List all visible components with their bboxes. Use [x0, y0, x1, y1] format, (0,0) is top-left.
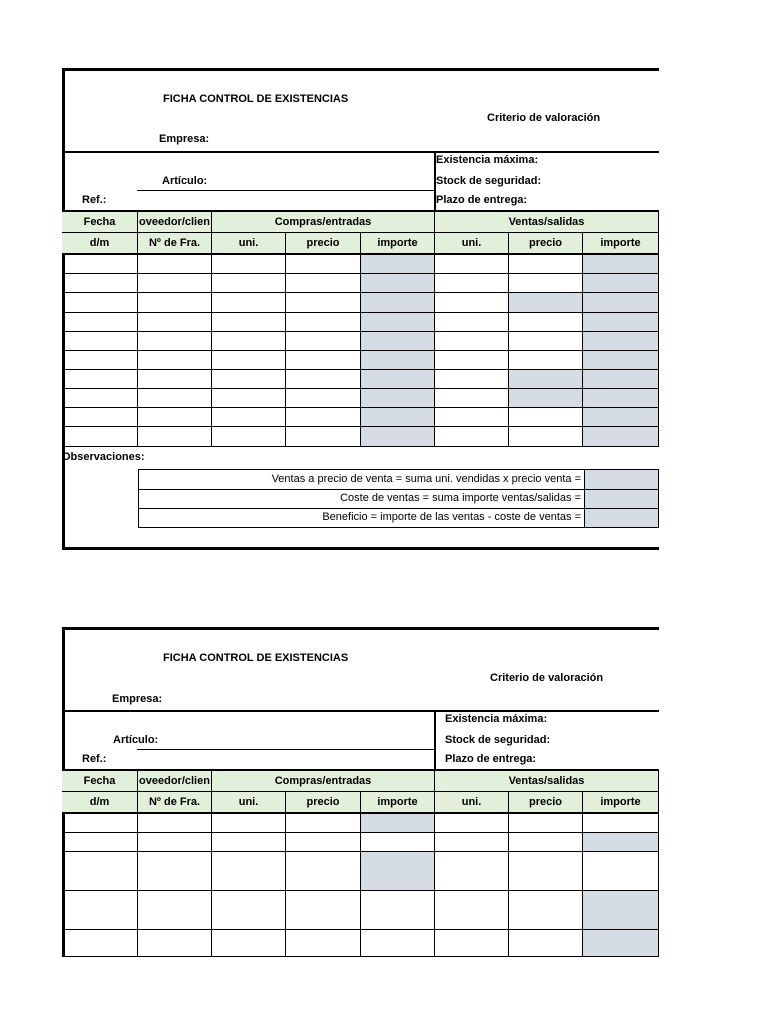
subheader-col-0: d/m: [62, 792, 138, 813]
table-cell[interactable]: [62, 852, 138, 891]
subheader-col-2: uni.: [212, 233, 286, 254]
table-cell[interactable]: [361, 255, 435, 274]
table-cell[interactable]: [138, 293, 212, 313]
max-stock-label: Existencia máxima:: [445, 713, 548, 725]
subheader-col-1: Nº de Fra.: [138, 792, 212, 813]
table-cell[interactable]: [286, 408, 361, 427]
movements-table: [62, 771, 659, 957]
table-cell[interactable]: [138, 370, 212, 389]
table-cell[interactable]: [583, 891, 659, 930]
table-cell[interactable]: [435, 332, 509, 351]
table-cell[interactable]: [435, 833, 509, 852]
table-cell[interactable]: [138, 389, 212, 408]
ref-label: Ref.:: [82, 753, 107, 765]
header-purchases: Compras/entradas: [212, 212, 435, 233]
table-cell[interactable]: [62, 427, 138, 447]
table-cell[interactable]: [583, 930, 659, 957]
table-cell[interactable]: [286, 255, 361, 274]
table-cell[interactable]: [361, 833, 435, 852]
table-cell[interactable]: [212, 930, 286, 957]
table-cell[interactable]: [509, 274, 583, 293]
table-cell[interactable]: [583, 833, 659, 852]
table-cell[interactable]: [435, 930, 509, 957]
table-cell[interactable]: [361, 332, 435, 351]
table-cell[interactable]: [62, 833, 138, 852]
table-cell[interactable]: [435, 370, 509, 389]
table-cell[interactable]: [435, 293, 509, 313]
table-cell[interactable]: [435, 427, 509, 447]
table-cell[interactable]: [286, 814, 361, 833]
table-cell[interactable]: [509, 389, 583, 408]
movements-table: [62, 212, 659, 448]
safety-stock-label: Stock de seguridad:: [445, 734, 551, 746]
header-supplier-client: oveedor/clien: [138, 212, 212, 233]
table-cell[interactable]: [62, 370, 138, 389]
table-cell[interactable]: [435, 313, 509, 332]
table-cell[interactable]: [138, 814, 212, 833]
card-title: FICHA CONTROL DE EXISTENCIAS: [163, 652, 349, 664]
table-cell[interactable]: [435, 408, 509, 427]
table-cell[interactable]: [435, 852, 509, 891]
table-cell[interactable]: [212, 891, 286, 930]
table-cell[interactable]: [509, 313, 583, 332]
table-cell[interactable]: [286, 370, 361, 389]
subheader-col-4: importe: [361, 792, 435, 813]
ref-label: Ref.:: [82, 194, 107, 206]
summary-sales-formula: Ventas a precio de venta = suma uni. vendidas x precio venta =: [139, 470, 585, 490]
stock-control-card-2: [62, 627, 659, 957]
subheader-col-2: uni.: [212, 792, 286, 813]
summary-table: [138, 469, 659, 528]
table-cell[interactable]: [361, 370, 435, 389]
table-cell[interactable]: [361, 408, 435, 427]
table-cell[interactable]: [509, 370, 583, 389]
table-cell[interactable]: [212, 332, 286, 351]
company-label: Empresa:: [112, 693, 163, 705]
table-cell[interactable]: [286, 427, 361, 447]
subheader-col-5: uni.: [435, 792, 509, 813]
subheader-col-3: precio: [286, 792, 361, 813]
table-cell[interactable]: [361, 930, 435, 957]
summary-profit-formula: Beneficio = importe de las ventas - coste de ventas =: [139, 509, 585, 528]
table-cell[interactable]: [583, 814, 659, 833]
subheader-col-0: d/m: [62, 233, 138, 254]
subheader-col-4: importe: [361, 233, 435, 254]
table-cell[interactable]: [509, 833, 583, 852]
table-cell[interactable]: [361, 313, 435, 332]
table-cell[interactable]: [286, 389, 361, 408]
table-cell[interactable]: [62, 351, 138, 370]
table-cell[interactable]: [138, 274, 212, 293]
summary-cost-formula: Coste de ventas = suma importe ventas/salidas =: [139, 490, 585, 509]
table-cell[interactable]: [361, 814, 435, 833]
table-cell[interactable]: [361, 891, 435, 930]
safety-stock-label: Stock de seguridad:: [436, 175, 542, 187]
summary-cost-value[interactable]: [585, 490, 659, 509]
table-cell[interactable]: [361, 293, 435, 313]
table-cell[interactable]: [583, 852, 659, 891]
table-cell[interactable]: [509, 351, 583, 370]
table-cell[interactable]: [212, 427, 286, 447]
table-cell[interactable]: [138, 427, 212, 447]
valuation-criterion-label: Criterio de valoración: [490, 672, 604, 684]
table-cell[interactable]: [509, 408, 583, 427]
article-label: Artículo:: [113, 734, 159, 746]
table-cell[interactable]: [212, 255, 286, 274]
table-cell[interactable]: [212, 351, 286, 370]
table-cell[interactable]: [212, 852, 286, 891]
table-cell[interactable]: [62, 293, 138, 313]
table-cell[interactable]: [583, 351, 659, 370]
table-cell[interactable]: [138, 332, 212, 351]
table-cell[interactable]: [286, 332, 361, 351]
table-cell[interactable]: [361, 351, 435, 370]
table-cell[interactable]: [509, 427, 583, 447]
table-cell[interactable]: [286, 852, 361, 891]
header-purchases: Compras/entradas: [212, 771, 435, 792]
table-cell[interactable]: [509, 332, 583, 351]
table-cell[interactable]: [138, 408, 212, 427]
table-cell[interactable]: [62, 274, 138, 293]
card-title: FICHA CONTROL DE EXISTENCIAS: [163, 93, 349, 105]
subheader-col-6: precio: [509, 233, 583, 254]
table-cell[interactable]: [62, 313, 138, 332]
table-cell[interactable]: [286, 891, 361, 930]
table-cell[interactable]: [62, 332, 138, 351]
subheader-col-5: uni.: [435, 233, 509, 254]
table-cell[interactable]: [286, 930, 361, 957]
table-cell[interactable]: [212, 814, 286, 833]
table-cell[interactable]: [583, 274, 659, 293]
table-cell[interactable]: [138, 351, 212, 370]
subheader-col-7: importe: [583, 792, 659, 813]
table-cell[interactable]: [286, 833, 361, 852]
table-cell[interactable]: [509, 293, 583, 313]
table-cell[interactable]: [509, 930, 583, 957]
table-cell[interactable]: [286, 293, 361, 313]
table-cell[interactable]: [62, 814, 138, 833]
table-cell[interactable]: [583, 255, 659, 274]
table-cell[interactable]: [212, 370, 286, 389]
subheader-col-7: importe: [583, 233, 659, 254]
table-cell[interactable]: [138, 930, 212, 957]
table-cell[interactable]: [138, 833, 212, 852]
table-cell[interactable]: [583, 389, 659, 408]
table-cell[interactable]: [212, 408, 286, 427]
table-cell[interactable]: [286, 313, 361, 332]
table-cell[interactable]: [62, 408, 138, 427]
table-cell[interactable]: [138, 852, 212, 891]
table-cell[interactable]: [361, 852, 435, 891]
table-cell[interactable]: [435, 274, 509, 293]
table-cell[interactable]: [62, 891, 138, 930]
summary-sales-value[interactable]: [585, 470, 659, 490]
table-cell[interactable]: [435, 891, 509, 930]
summary-profit-value[interactable]: [585, 509, 659, 528]
table-cell[interactable]: [583, 408, 659, 427]
subheader-col-6: precio: [509, 792, 583, 813]
subheader-col-1: Nº de Fra.: [138, 233, 212, 254]
article-label: Artículo:: [162, 175, 208, 187]
lead-time-label: Plazo de entrega:: [445, 753, 537, 765]
lead-time-label: Plazo de entrega:: [436, 194, 528, 206]
header-sales: Ventas/salidas: [435, 771, 659, 792]
table-cell[interactable]: [509, 814, 583, 833]
table-cell[interactable]: [435, 389, 509, 408]
table-cell[interactable]: [138, 313, 212, 332]
table-cell[interactable]: [138, 255, 212, 274]
table-cell[interactable]: [286, 351, 361, 370]
header-fecha: Fecha: [62, 771, 138, 792]
table-cell[interactable]: [138, 891, 212, 930]
stock-control-card-1: [62, 68, 659, 550]
table-cell[interactable]: [212, 274, 286, 293]
table-cell[interactable]: [435, 351, 509, 370]
table-cell[interactable]: [435, 255, 509, 274]
table-cell[interactable]: [509, 255, 583, 274]
table-cell[interactable]: [62, 255, 138, 274]
table-cell[interactable]: [583, 293, 659, 313]
table-cell[interactable]: [583, 427, 659, 447]
observations-label: Observaciones:: [62, 451, 145, 463]
table-cell[interactable]: [286, 274, 361, 293]
table-cell[interactable]: [583, 313, 659, 332]
table-cell[interactable]: [361, 389, 435, 408]
table-cell[interactable]: [509, 852, 583, 891]
table-cell[interactable]: [361, 274, 435, 293]
table-cell[interactable]: [212, 293, 286, 313]
table-cell[interactable]: [212, 389, 286, 408]
table-cell[interactable]: [212, 313, 286, 332]
header-supplier-client: oveedor/clien: [138, 771, 212, 792]
max-stock-label: Existencia máxima:: [436, 154, 539, 166]
table-cell[interactable]: [509, 891, 583, 930]
header-sales: Ventas/salidas: [435, 212, 659, 233]
subheader-col-3: precio: [286, 233, 361, 254]
valuation-criterion-label: Criterio de valoración: [487, 112, 601, 124]
table-cell[interactable]: [62, 930, 138, 957]
company-label: Empresa:: [159, 133, 210, 145]
table-cell[interactable]: [583, 332, 659, 351]
header-fecha: Fecha: [62, 212, 138, 233]
table-cell[interactable]: [62, 389, 138, 408]
table-cell[interactable]: [212, 833, 286, 852]
table-cell[interactable]: [361, 427, 435, 447]
table-cell[interactable]: [435, 814, 509, 833]
table-cell[interactable]: [583, 370, 659, 389]
